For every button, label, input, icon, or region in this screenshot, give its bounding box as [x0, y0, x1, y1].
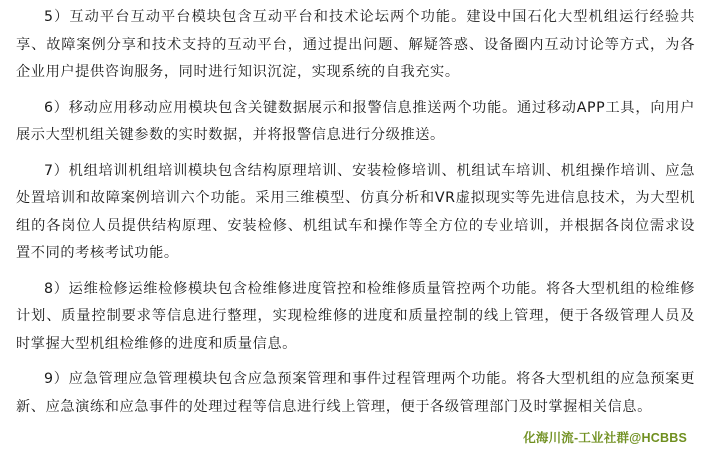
paragraph-interactive-platform: 5）互动平台互动平台模块包含互动平台和技术论坛两个功能。建设中国石化大型机组运行经验共享、故障案例分享和技术支持的互动平台，通过提出问题、解疑答惑、设备圈内互动讨论等方式，为各企业用户提供咨询服务，同时进行知识沉淀，实现系统的自我充实。 — [16, 9, 695, 80]
watermark-text: 化海川流-工业社群@HCBBS — [523, 431, 687, 445]
paragraph-unit-training: 7）机组培训机组培训模块包含结构原理培训、安装检修培训、机组试车培训、机组操作培训、应急处置培训和故障案例培训六个功能。采用三维模型、仿真分析和VR虚拟现实等先进信息技术，为大型机组的各岗位人员提供结构原理、安装检修、机组试车和操作等全方位的专业培训，并根据各岗位需求设置不同的考核考试功能。 — [16, 162, 695, 261]
document-body — [0, 4, 701, 429]
paragraph-emergency-management: 9）应急管理应急管理模块包含应急预案管理和事件过程管理两个功能。将各大型机组的应急预案更新、应急演练和应急事件的处理过程等信息进行线上管理，便于各级管理部门及时掌握相关信息。 — [16, 371, 695, 415]
paragraph-operation-maintenance: 8）运维检修运维检修模块包含检维修进度管控和检维修质量管控两个功能。将各大型机组的检维修计划、质量控制要求等信息进行整理，实现检维修的进度和质量控制的线上管理，便于各级管理人员及时掌握大型机组检维修的进度和质量信息。 — [16, 280, 695, 352]
paragraph-mobile-application: 6）移动应用移动应用模块包含关键数据展示和报警信息推送两个功能。通过移动APP工具，向用户展示大型机组关键参数的实时数据，并将报警信息进行分级推送。 — [16, 99, 695, 143]
